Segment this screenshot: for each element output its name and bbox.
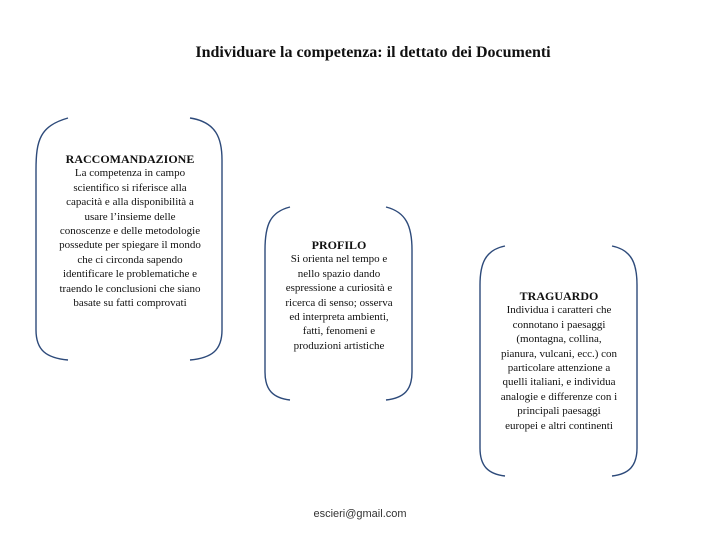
box-line: che ci circonda sapendo: [77, 253, 183, 266]
box-line: (montagna, collina,: [516, 333, 602, 346]
box-line: espressione a curiosità e: [285, 282, 393, 295]
box-line: basate su fatti comprovati: [73, 297, 187, 310]
traguardo-box: [484, 289, 634, 433]
footer-email: escieri@gmail.com: [313, 508, 407, 520]
box-line: pianura, vulcani, ecc.) con: [500, 347, 618, 360]
box-line: ed interpreta ambienti,: [289, 311, 389, 324]
box-line: Si orienta nel tempo e: [290, 253, 388, 266]
box-line: quelli italiani, e individua: [502, 376, 616, 389]
box-line: capacità e alla disponibilità a: [66, 196, 194, 209]
box-line: produzioni artistiche: [293, 339, 385, 352]
box-line: nello spazio dando: [297, 267, 381, 280]
box-line: europei e altri continenti: [505, 419, 613, 432]
page-title: Individuare la competenza: il dettato dei Documenti: [195, 44, 551, 61]
traguardo-heading: TRAGUARDO: [519, 289, 599, 303]
profilo-box: [268, 238, 410, 353]
box-line: La competenza in campo: [74, 167, 186, 180]
raccomandazione-heading: RACCOMANDAZIONE: [65, 152, 195, 166]
box-line: possedute per spiegare il mondo: [59, 239, 201, 252]
box-line: connotano i paesaggi: [512, 318, 606, 331]
box-line: particolare attenzione a: [507, 362, 611, 375]
box-line: scientifico si riferisce alla: [73, 181, 187, 194]
box-line: usare l’insieme delle: [84, 210, 176, 223]
profilo-heading: PROFILO: [311, 238, 367, 252]
box-line: identificare le problematiche e: [62, 268, 198, 281]
raccomandazione-box: [40, 152, 220, 310]
box-line: conoscenze e delle metodologie: [59, 225, 201, 238]
box-line: analogie e differenze con i: [500, 390, 618, 403]
box-line: Individua i caratteri che: [506, 304, 612, 317]
box-line: fatti, fenomeni e: [302, 325, 376, 338]
box-line: principali paesaggi: [517, 405, 601, 418]
box-line: ricerca di senso; osserva: [285, 296, 393, 309]
box-line: traendo le conclusioni che siano: [59, 282, 201, 295]
